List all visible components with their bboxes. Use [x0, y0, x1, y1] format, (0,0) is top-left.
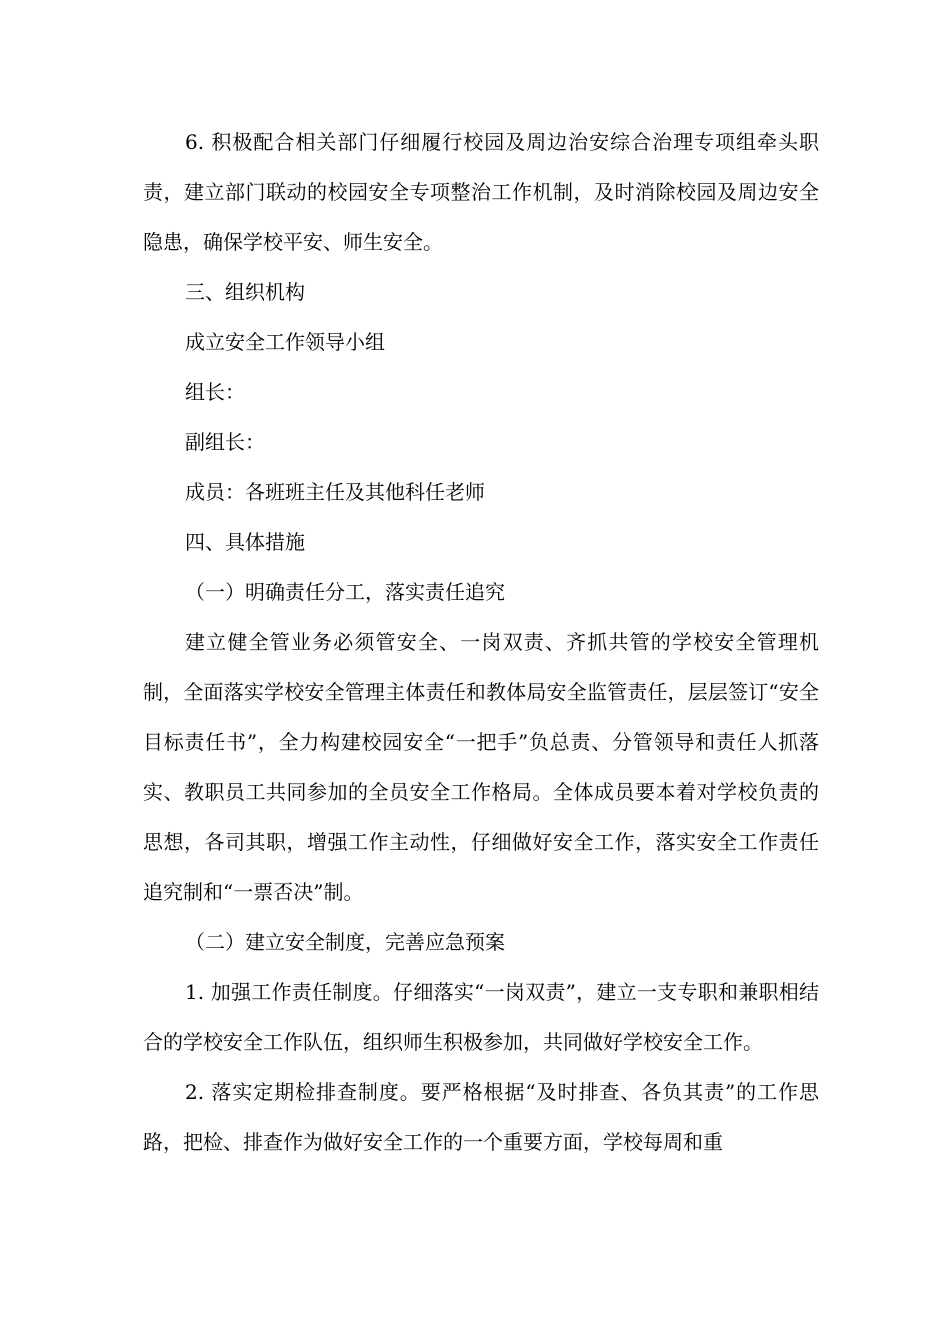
paragraph-deputy-leader: 副组长： — [185, 430, 265, 454]
subsection-heading-responsibility: （一）明确责任分工，落实责任追究 — [185, 580, 505, 604]
paragraph-item-2: 2. 落实定期检排查制度。要严格根据“及时排查、各负其责”的工作思路，把检、排查作为做好安全工作的一个重要方面，学校每周和重 — [143, 1080, 819, 1154]
document-body — [143, 117, 819, 1167]
section-heading-organization: 三、组织机构 — [185, 280, 305, 304]
subsection-heading-safety-system: （二）建立安全制度，完善应急预案 — [185, 930, 505, 954]
paragraph-group-leader: 组长： — [185, 380, 245, 404]
paragraph-members: 成员：各班班主任及其他科任老师 — [185, 480, 485, 504]
paragraph-item-6: 6. 积极配合相关部门仔细履行校园及周边治安综合治理专项组牵头职责，建立部门联动的校园安全专项整治工作机制，及时消除校园及周边安全隐患，确保学校平安、师生安全。 — [143, 130, 819, 254]
paragraph-leadership-group: 成立安全工作领导小组 — [185, 330, 385, 354]
paragraph-item-1: 1. 加强工作责任制度。仔细落实“一岗双责”，建立一支专职和兼职相结合的学校安全工作队伍，组织师生积极参加，共同做好学校安全工作。 — [143, 980, 819, 1054]
section-heading-measures: 四、具体措施 — [185, 530, 305, 554]
paragraph-responsibility: 建立健全管业务必须管安全、一岗双责、齐抓共管的学校安全管理机制，全面落实学校安全管理主体责任和教体局安全监管责任，层层签订“安全目标责任书”，全力构建校园安全“一把手”负总责、分管领导和责任人抓落实、教职员工共同参加的全员安全工作格局。全体成员要本着对学校负责的思想，各司其职，增强工作主动性，仔细做好安全工作，落实安全工作责任追究制和“一票否决”制。 — [143, 630, 819, 904]
